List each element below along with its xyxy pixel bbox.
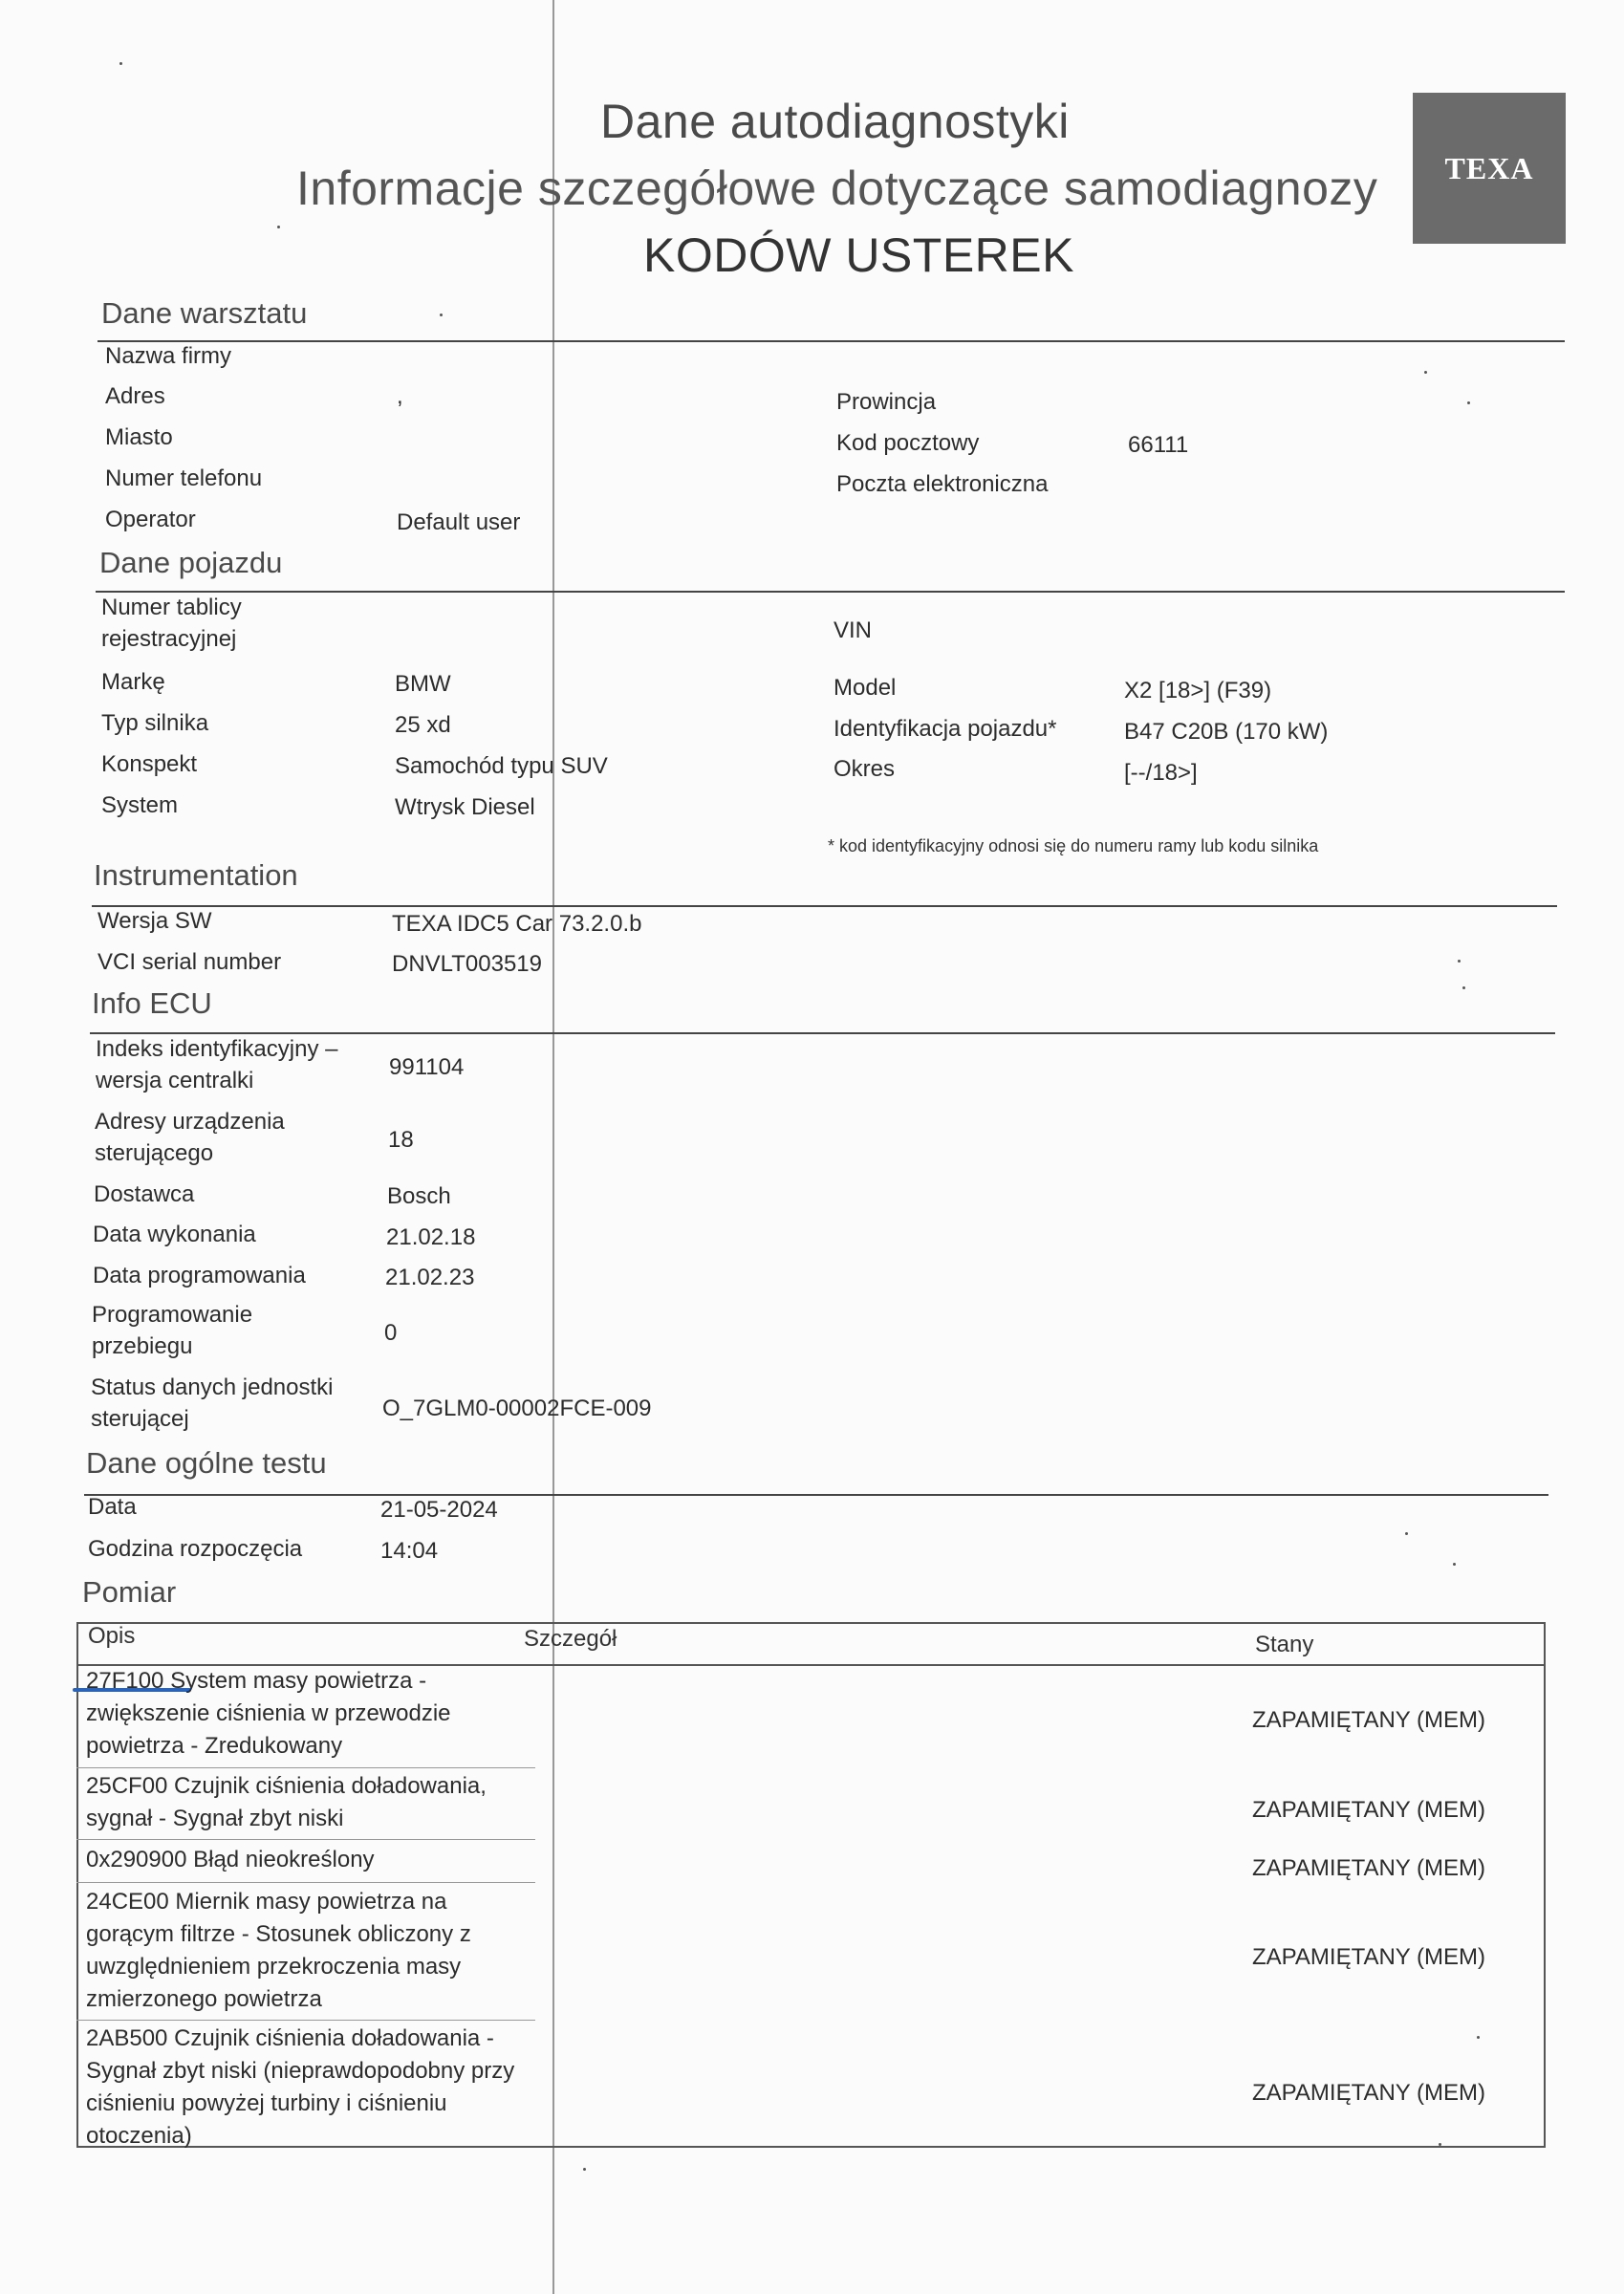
fault-row-description: 24CE00 Miernik masy powietrza na gorącym filtrze - Stosunek obliczony z uwzględnieniem przekroczenia masy zmierzonego powietrza (86, 1889, 471, 2012)
vehicle-id-value: B47 C20B (170 kW) (1124, 719, 1329, 745)
col-header-state: Stany (1255, 1632, 1314, 1657)
plate-label: Numer tablicy rejestracyjnej (101, 595, 242, 652)
ecu-address-label: Adresy urządzenia sterującego (95, 1109, 285, 1166)
col-header-detail: Szczegół (524, 1626, 617, 1652)
ecu-status-value: O_7GLM0-00002FCE-009 (382, 1396, 652, 1421)
supplier-label: Dostawca (94, 1181, 195, 1207)
vehicle-id-footnote: * kod identyfikacyjny odnosi się do numeru ramy lub kodu silnika (828, 836, 1319, 855)
scan-speck (1424, 371, 1427, 374)
start-time-value: 14:04 (380, 1538, 439, 1564)
section-title-test: Dane ogólne testu (86, 1446, 327, 1480)
fault-row-state: ZAPAMIĘTANY (MEM) (1252, 1707, 1486, 1733)
section-rule (96, 591, 1565, 593)
scan-speck (277, 226, 280, 228)
section-title-instrumentation: Instrumentation (94, 858, 298, 892)
section-title-ecu: Info ECU (92, 986, 212, 1020)
row-separator (76, 1882, 535, 1883)
operator-value: Default user (397, 509, 521, 535)
scan-speck (1458, 960, 1461, 963)
scan-speck (1405, 1532, 1408, 1535)
texa-logo-text: TEXA (1444, 150, 1534, 185)
ecu-id-label: Indeks identyfikacyjny – wersja centralki (96, 1036, 338, 1093)
model-label: Model (834, 675, 897, 701)
fault-row-state: ZAPAMIĘTANY (MEM) (1252, 2080, 1486, 2106)
fault-row-state: ZAPAMIĘTANY (MEM) (1252, 1944, 1486, 1970)
model-value: X2 [18>] (F39) (1124, 678, 1272, 703)
section-rule (97, 340, 1565, 342)
section-rule (92, 905, 1557, 907)
engine-label: Typ silnika (101, 710, 209, 736)
postal-label: Kod pocztowy (836, 430, 980, 456)
period-label: Okres (834, 756, 896, 782)
fault-row-state: ZAPAMIĘTANY (MEM) (1252, 1855, 1486, 1881)
section-title-measurement: Pomiar (82, 1575, 177, 1609)
report-subtitle-codes: KODÓW USTEREK (643, 228, 1074, 282)
prog-date-value: 21.02.23 (385, 1265, 475, 1290)
scan-speck (1467, 401, 1470, 404)
mileage-prog-value: 0 (384, 1320, 398, 1346)
test-date-value: 21-05-2024 (380, 1497, 498, 1523)
col-header-description: Opis (88, 1623, 136, 1649)
row-separator (76, 2020, 535, 2021)
vin-label: VIN (834, 617, 873, 643)
fault-row-description: 25CF00 Czujnik ciśnienia doładowania, sygnał - Sygnał zbyt niski (86, 1773, 487, 1831)
province-label: Prowincja (836, 389, 937, 415)
system-value: Wtrysk Diesel (395, 794, 535, 820)
make-value: BMW (395, 671, 451, 697)
fault-row-description: 27F100 System masy powietrza - zwiększenie ciśnienia w przewodzie powietrza - Zredukowany (86, 1668, 451, 1759)
prog-date-label: Data programowania (93, 1263, 306, 1288)
build-date-value: 21.02.18 (386, 1224, 476, 1250)
scan-speck (1462, 986, 1465, 989)
supplier-value: Bosch (387, 1183, 451, 1209)
sw-version-label: Wersja SW (97, 908, 212, 934)
make-label: Markę (101, 669, 165, 695)
body-label: Konspekt (101, 751, 198, 777)
engine-value: 25 xd (395, 712, 451, 738)
mileage-prog-label: Programowanie przebiegu (92, 1302, 253, 1359)
postal-value: 66111 (1128, 432, 1189, 458)
operator-label: Operator (105, 507, 196, 532)
vci-serial-value: DNVLT003519 (392, 951, 542, 977)
phone-label: Numer telefonu (105, 465, 263, 491)
fault-row-description: 0x290900 Błąd nieokreślony (86, 1847, 375, 1872)
ecu-id-value: 991104 (389, 1054, 465, 1080)
scan-speck (583, 2168, 586, 2171)
ecu-address-value: 18 (388, 1127, 414, 1153)
scan-speck (1477, 2036, 1480, 2039)
scan-speck (1453, 1563, 1456, 1566)
start-time-label: Godzina rozpoczęcia (88, 1536, 303, 1562)
body-value: Samochód typu SUV (395, 753, 608, 779)
address-label: Adres (105, 383, 165, 409)
period-value: [--/18>] (1124, 760, 1198, 786)
section-title-vehicle: Dane pojazdu (99, 546, 283, 579)
scan-speck (440, 314, 443, 316)
section-title-workshop: Dane warsztatu (101, 296, 308, 330)
sw-version-value: TEXA IDC5 Car 73.2.0.b (392, 911, 642, 937)
test-date-label: Data (88, 1494, 137, 1520)
fault-row-state: ZAPAMIĘTANY (MEM) (1252, 1797, 1486, 1823)
scan-speck (119, 62, 122, 65)
ecu-status-label: Status danych jednostki sterującej (91, 1374, 334, 1432)
texa-logo (1413, 93, 1566, 244)
row-separator (76, 1767, 535, 1768)
vehicle-id-label: Identyfikacja pojazdu* (834, 716, 1057, 742)
email-label: Poczta elektroniczna (836, 471, 1049, 497)
vci-serial-label: VCI serial number (97, 949, 282, 975)
system-label: System (101, 792, 179, 818)
fault-row-description: 2AB500 Czujnik ciśnienia doładowania - Sygnał zbyt niski (nieprawdopodobny przy ciśnieniu powyżej turbiny i ciśnieniu otoczenia) (86, 2025, 515, 2149)
section-rule (84, 1494, 1548, 1496)
company-label: Nazwa firmy (105, 343, 232, 369)
report-subtitle: Informacje szczegółowe dotyczące samodiagnozy (296, 162, 1378, 215)
report-title: Dane autodiagnostyki (600, 95, 1070, 148)
build-date-label: Data wykonania (93, 1222, 256, 1247)
city-label: Miasto (105, 424, 173, 450)
row-separator (76, 1839, 535, 1840)
scan-speck (1439, 2143, 1441, 2146)
address-value: , (397, 383, 403, 409)
